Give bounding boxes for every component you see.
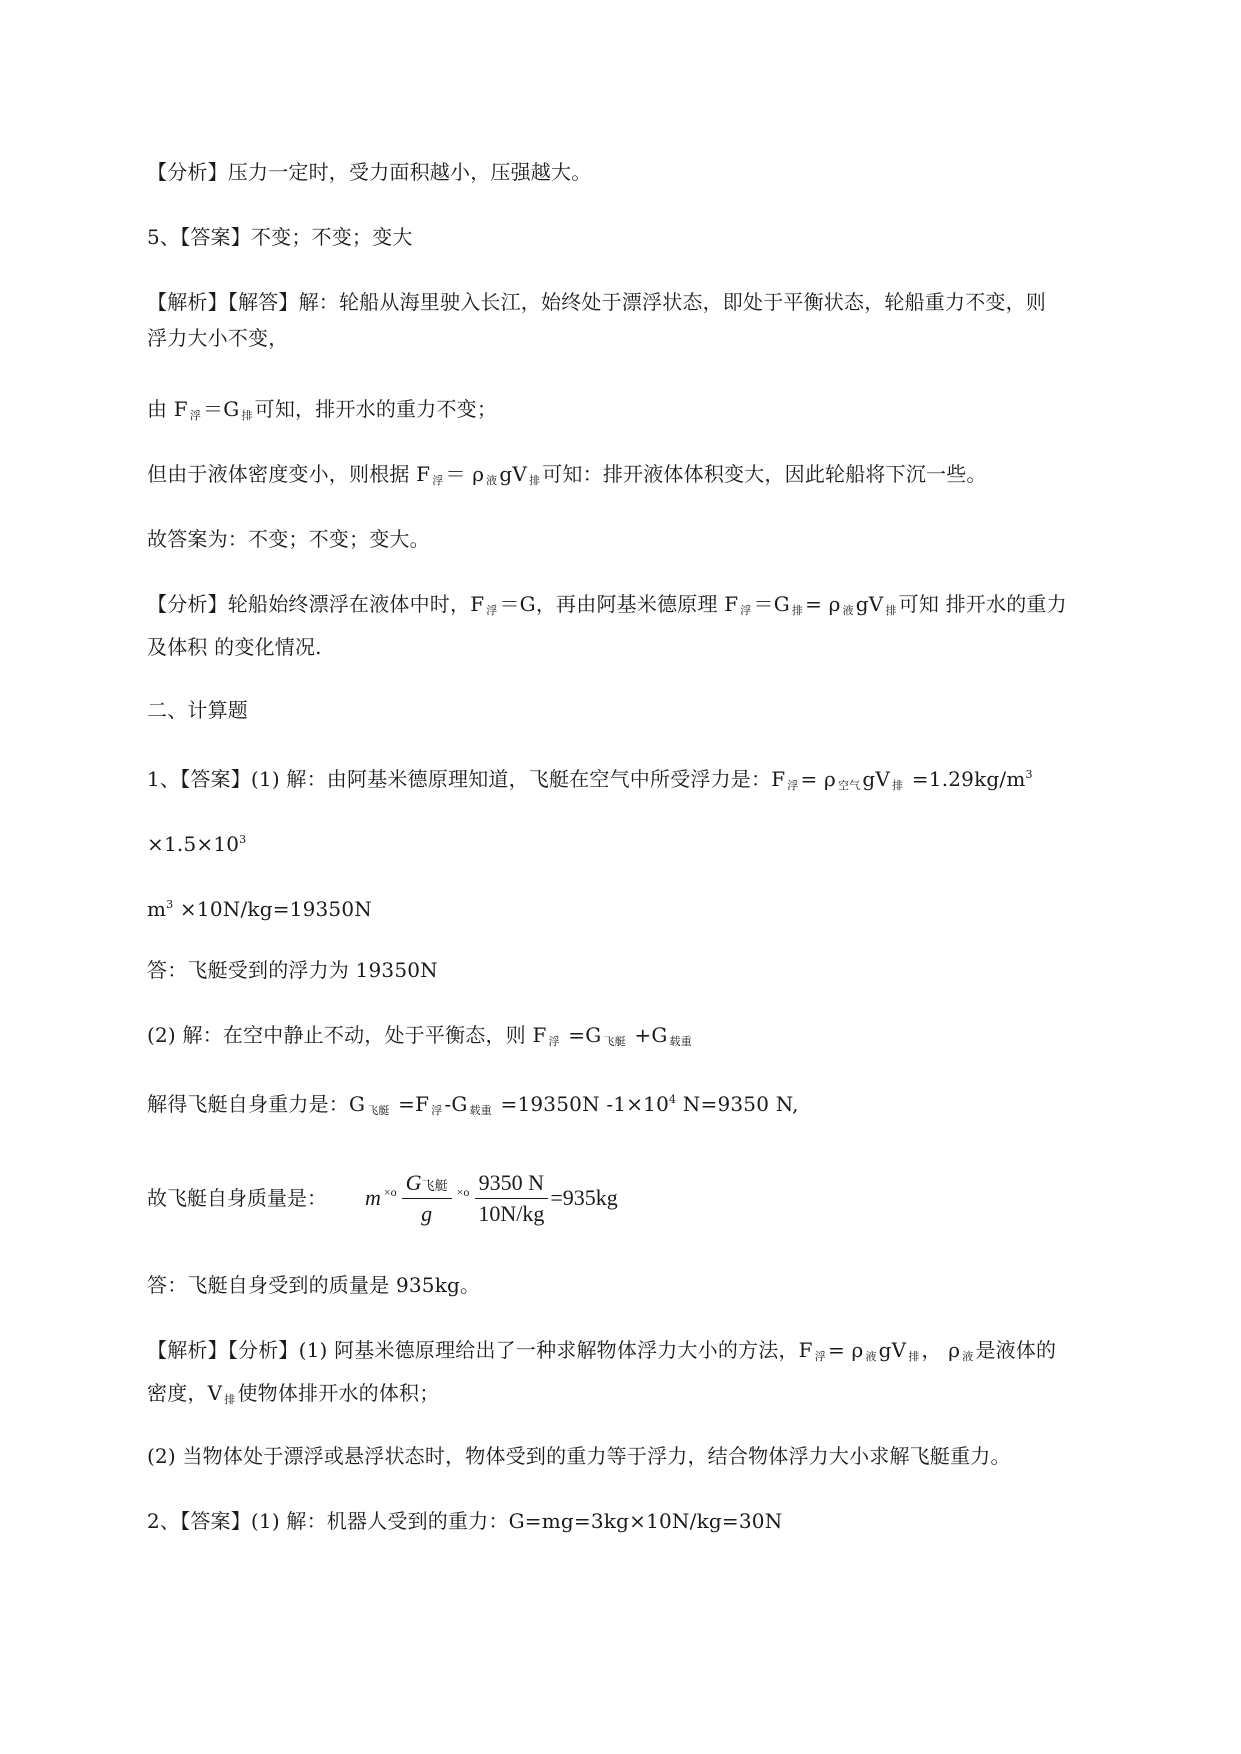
text: 浮力大小不变， xyxy=(147,326,289,350)
formula-expression xyxy=(365,1158,618,1238)
text xyxy=(147,586,1157,629)
text: ＝ ρ xyxy=(445,462,485,486)
answer-1-line-2 xyxy=(147,822,1157,862)
text: = ρ xyxy=(805,592,841,616)
answer-2-line-1 xyxy=(147,1503,1157,1539)
answer-1-line-3 xyxy=(147,887,1157,927)
text: 解得飞艇自身重力是：G xyxy=(147,1092,366,1116)
text: =1.29kg/m xyxy=(905,767,1026,791)
text: m xyxy=(147,897,167,921)
text: gV xyxy=(499,462,528,486)
subscript: 液 xyxy=(962,1350,974,1363)
text: ＝G xyxy=(753,592,790,616)
text: =F xyxy=(391,1092,430,1116)
text: =G xyxy=(561,1023,602,1047)
text: 【分析】压力一定时，受力面积越小，压强越大。 xyxy=(147,160,592,184)
text: 故答案为：不变；不变；变大。 xyxy=(147,527,430,551)
mass-formula xyxy=(147,1158,847,1238)
text: 答：飞艇自身受到的质量是 935kg。 xyxy=(147,1273,481,1297)
subscript: 排 xyxy=(529,474,541,487)
denominator: 10N/kg xyxy=(478,1200,545,1226)
text: 但由于液体密度变小，则根据 F xyxy=(147,462,431,486)
superscript: 3 xyxy=(239,833,247,846)
subscript: 浮 xyxy=(432,474,444,487)
text: 及体积 的变化情况. xyxy=(147,635,322,659)
answer-summary xyxy=(147,521,1157,557)
text: 1、【答案】(1) 解：由阿基米德原理知道，飞艇在空气中所受浮力是：F xyxy=(147,767,786,791)
subscript: 排 xyxy=(791,604,804,617)
subscript: 载重 xyxy=(469,1104,492,1117)
text: G xyxy=(405,1169,422,1195)
equation-line-1 xyxy=(147,391,1157,434)
text: 二、计算题 xyxy=(147,698,248,722)
subscript: 浮 xyxy=(814,1350,826,1363)
answer-1-part2-line-1 xyxy=(147,1017,1157,1060)
text: -G xyxy=(444,1092,468,1116)
analysis-line-2 xyxy=(147,586,1157,665)
subscript: 排 xyxy=(241,409,253,422)
text: ×1.5×10 xyxy=(147,832,240,856)
text: 可知，排开水的重力不变； xyxy=(254,397,498,421)
text: 2、【答案】(1) 解：机器人受到的重力：G=mg=3kg×10N/kg=30N xyxy=(147,1509,783,1533)
text: = ρ xyxy=(827,1338,864,1362)
subscript: 飞艇 xyxy=(603,1035,626,1048)
text: 是液体的 xyxy=(975,1338,1057,1362)
fraction-g-over-g xyxy=(402,1170,452,1227)
equation-line-2 xyxy=(147,456,1157,499)
answer-1-mass-conclusion xyxy=(147,1267,1157,1303)
operator: ×o xyxy=(383,1184,397,1199)
solution-5 xyxy=(147,284,1157,356)
text: 答：飞艇受到的浮力为 19350N xyxy=(147,958,438,982)
text: gV xyxy=(855,592,884,616)
subscript: 空气 xyxy=(837,779,861,792)
subscript: 浮 xyxy=(431,1104,443,1117)
subscript: 浮 xyxy=(548,1035,560,1048)
text: N=9350 N, xyxy=(676,1092,799,1116)
text: ， ρ xyxy=(921,1338,961,1362)
superscript: 4 xyxy=(669,1093,677,1106)
section-heading xyxy=(147,692,1157,728)
answer-1-line-1 xyxy=(147,757,1157,804)
text: (2) 解：在空中静止不动，处于平衡态，则 F xyxy=(147,1023,547,1047)
subscript: 排 xyxy=(892,779,904,792)
text: +G xyxy=(627,1023,668,1047)
subscript: 飞艇 xyxy=(421,1177,448,1193)
subscript: 排 xyxy=(885,604,897,617)
subscript: 浮 xyxy=(189,409,202,422)
operator: ×o xyxy=(456,1184,470,1199)
text: ×10N/kg=19350N xyxy=(173,897,372,921)
superscript: 3 xyxy=(1025,768,1033,781)
text: 【分析】轮船始终漂浮在液体中时，F xyxy=(147,592,485,616)
text: 密度，V xyxy=(147,1381,223,1405)
superscript: 3 xyxy=(166,898,174,911)
text: ＝G，再由阿基米德原理 F xyxy=(499,592,739,616)
answer-1-conclusion xyxy=(147,952,1157,988)
analysis-line-1 xyxy=(147,154,1157,190)
analysis-2 xyxy=(147,1438,1157,1474)
subscript: 排 xyxy=(224,1393,236,1406)
text: gV xyxy=(878,1338,907,1362)
result: =935kg xyxy=(550,1185,618,1210)
text: = ρ xyxy=(800,767,836,791)
subscript: 浮 xyxy=(486,604,498,617)
text xyxy=(147,1332,1157,1375)
text: 5、【答案】不变；不变；变大 xyxy=(147,225,413,249)
answer-1-part2-line-2 xyxy=(147,1082,1157,1129)
subscript: 液 xyxy=(842,604,854,617)
subscript: 浮 xyxy=(787,779,799,792)
subscript: 液 xyxy=(865,1350,877,1363)
subscript: 飞艇 xyxy=(367,1104,390,1117)
subscript: 载重 xyxy=(669,1035,692,1048)
formula-label: 故飞艇自身质量是： xyxy=(147,1186,327,1210)
variable-m: m xyxy=(365,1185,381,1210)
text: gV xyxy=(862,767,891,791)
text: 使物体排开水的体积； xyxy=(237,1381,440,1405)
text: (2) 当物体处于漂浮或悬浮状态时，物体受到的重力等于浮力，结合物体浮力大小求解飞艇重力。 xyxy=(147,1444,1011,1468)
denominator: g xyxy=(421,1200,433,1226)
numerator xyxy=(402,1170,452,1199)
fraction-values xyxy=(474,1170,548,1227)
text: ＝G xyxy=(203,397,240,421)
text: 【解析】【解答】解：轮船从海里驶入长江，始终处于漂浮状态，即处于平衡状态，轮船重力不变，则 xyxy=(147,290,1046,314)
subscript: 液 xyxy=(486,474,498,487)
subscript: 浮 xyxy=(740,604,752,617)
analysis-1 xyxy=(147,1332,1157,1418)
text: 由 F xyxy=(147,397,188,421)
text: 【解析】【分析】(1) 阿基米德原理给出了一种求解物体浮力大小的方法，F xyxy=(147,1338,813,1362)
subscript: 排 xyxy=(908,1350,920,1363)
text: 可知：排开液体体积变大，因此轮船将下沉一些。 xyxy=(542,462,987,486)
text: 可知 排开水的重力 xyxy=(898,592,1067,616)
numerator: 9350 N xyxy=(475,1170,548,1199)
text: =19350N -1×10 xyxy=(493,1092,670,1116)
text xyxy=(147,1375,1157,1418)
answer-5 xyxy=(147,219,1157,255)
